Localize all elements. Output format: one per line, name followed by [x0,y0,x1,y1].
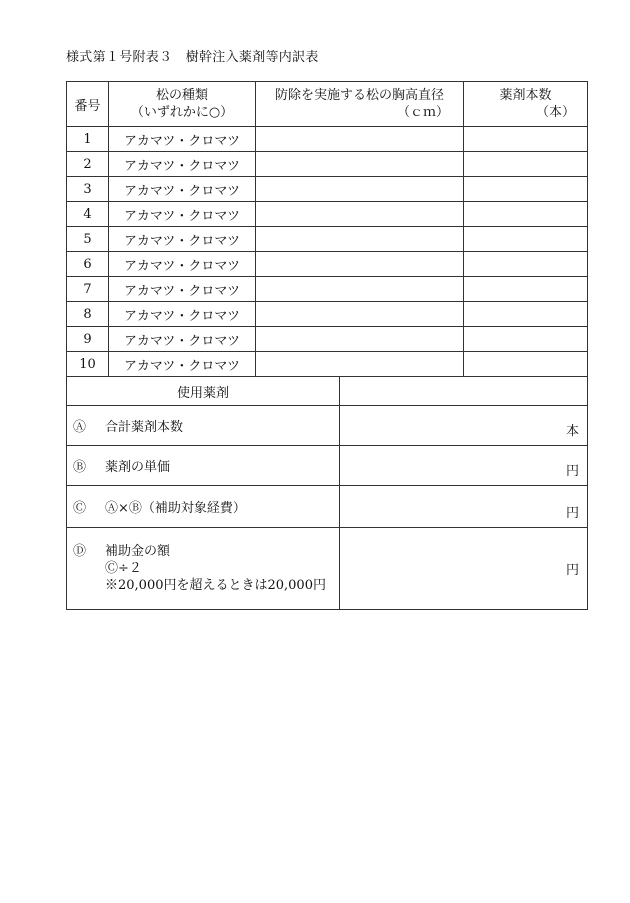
row-count-cell[interactable] [464,202,588,227]
row-count-cell[interactable] [464,152,588,177]
row-diameter-cell[interactable] [256,202,464,227]
header-diameter-line2: （ｃｍ） [397,105,450,120]
label-d-line3: ※20,000円を超えるときは20,000円 [105,578,326,593]
mark-d: Ⓓ [73,544,87,559]
row-species: アカマツ・クロマツ [109,202,256,227]
label-d-line2: Ⓒ÷２ [105,561,142,576]
row-no: 1 [67,127,109,152]
summary-row-a [67,406,588,446]
table-row [67,277,588,302]
row-species: アカマツ・クロマツ [109,302,256,327]
row-diameter-cell[interactable] [256,127,464,152]
row-count-cell[interactable] [464,177,588,202]
header-species-line1: 松の種類 [155,88,208,103]
row-diameter-cell[interactable] [256,252,464,277]
row-species: アカマツ・クロマツ [109,177,256,202]
value-a[interactable] [340,406,588,446]
header-row [67,82,588,127]
row-diameter-cell[interactable] [256,227,464,252]
form-title: 様式第１号附表３ 樹幹注入薬剤等内訳表 [66,50,319,65]
mark-a: Ⓐ [73,420,87,435]
row-no: 8 [67,302,109,327]
unit-d: 円 [566,563,580,578]
summary-row-b [67,446,588,486]
row-species: アカマツ・クロマツ [109,152,256,177]
header-count [464,82,588,127]
label-a: 合計薬剤本数 [105,420,184,435]
row-no: 9 [67,327,109,352]
header-species [109,82,256,127]
mark-c: Ⓒ [73,501,87,516]
summary-heading: 使用薬剤 [67,377,340,406]
table-row [67,202,588,227]
row-count-cell[interactable] [464,327,588,352]
header-count-line1: 薬剤本数 [499,88,552,103]
row-count-cell[interactable] [464,252,588,277]
mark-b: Ⓑ [73,460,87,475]
header-diameter [256,82,464,127]
table-row [67,302,588,327]
unit-b: 円 [566,464,580,479]
row-count-cell[interactable] [464,127,588,152]
unit-c: 円 [566,506,580,521]
table-row [67,227,588,252]
row-species: アカマツ・クロマツ [109,352,256,377]
header-no: 番号 [67,82,109,127]
row-diameter-cell[interactable] [256,277,464,302]
row-no: 2 [67,152,109,177]
value-d[interactable] [340,528,588,610]
row-no: 5 [67,227,109,252]
table-row [67,252,588,277]
row-count-cell[interactable] [464,352,588,377]
row-no: 6 [67,252,109,277]
row-count-cell[interactable] [464,302,588,327]
row-diameter-cell[interactable] [256,327,464,352]
table-row [67,127,588,152]
summary-row-c [67,486,588,528]
unit-a: 本 [566,424,580,439]
row-species: アカマツ・クロマツ [109,277,256,302]
row-species: アカマツ・クロマツ [109,327,256,352]
row-diameter-cell[interactable] [256,152,464,177]
row-count-cell[interactable] [464,227,588,252]
table-row [67,327,588,352]
row-no: 3 [67,177,109,202]
row-species: アカマツ・クロマツ [109,127,256,152]
row-diameter-cell[interactable] [256,177,464,202]
header-diameter-line1: 防除を実施する松の胸高直径 [275,88,445,103]
row-species: アカマツ・クロマツ [109,252,256,277]
row-no: 4 [67,202,109,227]
summary-label-a [67,406,340,446]
summary-label-c [67,486,340,528]
row-no: 7 [67,277,109,302]
summary-label-d [67,528,340,610]
row-no: 10 [67,352,109,377]
row-diameter-cell[interactable] [256,352,464,377]
header-species-line2: （いずれかに○） [130,105,234,120]
label-d-line1: 補助金の額 [105,544,171,559]
value-b[interactable] [340,446,588,486]
header-count-line2: （本） [536,105,576,120]
table-row [67,352,588,377]
summary-row-d [67,528,588,610]
table-row [67,152,588,177]
label-b: 薬剤の単価 [105,460,171,475]
row-count-cell[interactable] [464,277,588,302]
summary-heading-row [67,377,588,406]
breakdown-table [66,81,588,610]
summary-label-b [67,446,340,486]
value-c[interactable] [340,486,588,528]
table-row [67,177,588,202]
row-diameter-cell[interactable] [256,302,464,327]
label-c: Ⓐ×Ⓑ（補助対象経費） [105,501,246,516]
summary-heading-blank [340,377,588,406]
row-species: アカマツ・クロマツ [109,227,256,252]
